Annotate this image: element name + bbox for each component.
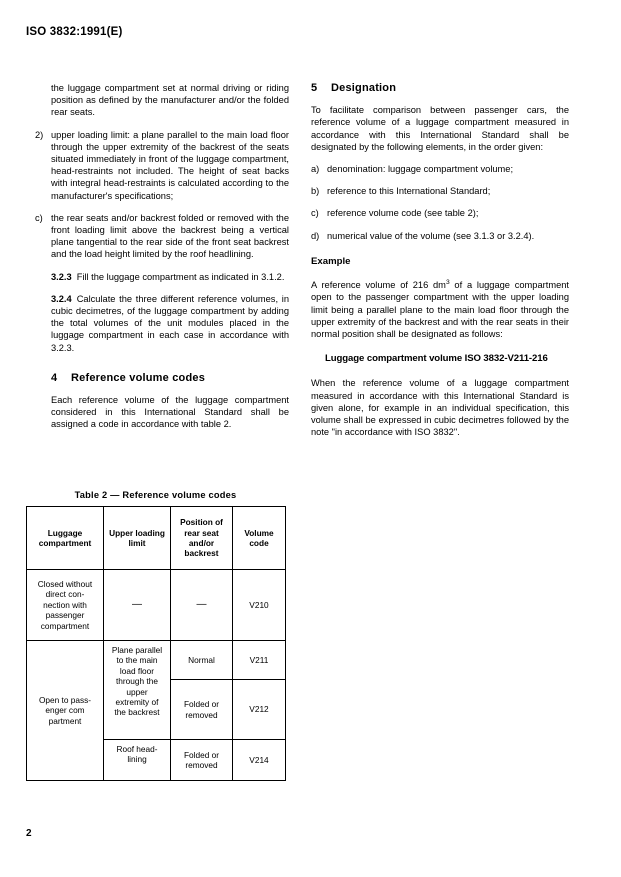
designation-item-c-text: reference volume code (see table 2);: [327, 208, 479, 219]
designation-item-d: [311, 230, 569, 242]
section-4-number: 4: [51, 371, 58, 384]
designation-item-a: [311, 163, 569, 175]
list-item-2-marker: 2): [35, 129, 44, 140]
section-4-title: Reference volume codes: [71, 371, 206, 384]
designation-item-c-marker: c): [311, 208, 319, 219]
table-header-seat-position: Position of rear seat and/or backrest: [171, 507, 233, 570]
section-4-paragraph: Each reference volume of the luggage compartment considered in this International Standard shall be assigned a code in accordance with table 2.: [51, 395, 289, 430]
section-5-number: 5: [311, 82, 318, 94]
table-cell-compartment: Open to pass- enger com partment: [27, 641, 104, 781]
section-4-heading: [51, 372, 289, 384]
example-designation-string: Luggage compartment volume ISO 3832-V211-216: [325, 353, 548, 365]
example-paragraph-pre: A reference volume of 216 dm: [311, 280, 446, 291]
table-cell-volume-code: V210: [233, 570, 286, 641]
list-item-2-text: upper loading limit: a plane parallel to the main load floor through the upper extremity of the backrest of the seats situated immediately in front of the luggage compartment, head-restraints not included. The height of seat backs with integral head-restraints is calculated according to the manufacturer's specifications;: [51, 129, 289, 201]
designation-item-a-marker: a): [311, 164, 320, 175]
table-cell-volume-code: V214: [233, 740, 286, 781]
example-paragraph: [311, 277, 569, 340]
table-cell-compartment: Closed without direct con- nection with passenger compartment: [27, 570, 104, 641]
table-header-volume-code: Volume code: [233, 507, 286, 570]
section-5-title: Designation: [331, 82, 397, 94]
example-paragraph-post: of a luggage compartment open to the passenger compartment with the upper loading limit being a parallel plane to the main load floor through the upper extremity of the backrest and with the rear seats in their normal position shall be designated as follows:: [311, 280, 569, 339]
table-cell-upper-limit: Plane parallel to the main load floor through the upper extremity of the backrest: [104, 641, 171, 740]
clause-3-2-4-number: 3.2.4: [51, 293, 72, 304]
example-heading: Example: [311, 255, 351, 267]
page-number: 2: [26, 828, 32, 839]
clause-3-2-4: [51, 293, 289, 354]
table-cell-upper-limit: Roof head- lining: [104, 740, 171, 781]
designation-item-d-text: numerical value of the volume (see 3.1.3 or 3.2.4).: [327, 230, 535, 241]
list-item-c-marker: c): [35, 212, 43, 223]
list-item-2: [35, 129, 289, 202]
table-2-container: [26, 490, 285, 781]
designation-item-b: [311, 185, 569, 197]
designation-item-a-text: denomination: luggage compartment volume;: [327, 164, 514, 175]
table-cell-volume-code: V212: [233, 680, 286, 740]
table-cell-seat-position: Folded or removed: [171, 680, 233, 740]
example-superscript: 3: [445, 279, 450, 287]
list-item-c: [35, 212, 289, 261]
right-column: [311, 82, 569, 448]
table-header-row: [27, 507, 286, 570]
table-2-caption: Table 2 — Reference volume codes: [74, 490, 237, 500]
list-item-c-text: the rear seats and/or backrest folded or removed with the front loading limit above the backrest being a vertical plane tangential to the rear side of the front seat backrest and the load height limited by the roof headlining.: [51, 212, 289, 260]
table-cell-seat-position: —: [171, 570, 233, 641]
table-header-upper-limit: Upper loading limit: [104, 507, 171, 570]
designation-item-d-marker: d): [311, 230, 320, 241]
continued-paragraph: the luggage compartment set at normal driving or riding position as defined by the manufacturer and/or the folded rear seats.: [51, 83, 289, 118]
designation-item-c: [311, 207, 569, 219]
designation-item-b-text: reference to this International Standard;: [327, 186, 491, 197]
table-cell-seat-position: Normal: [171, 641, 233, 680]
clause-3-2-3: [51, 271, 289, 283]
table-cell-seat-position: Folded or removed: [171, 740, 233, 781]
reference-volume-codes-table: [26, 506, 286, 781]
clause-3-2-3-text: Fill the luggage compartment as indicated in 3.1.2.: [76, 271, 285, 282]
document-header-standard-ref: ISO 3832:1991(E): [26, 26, 123, 38]
clause-3-2-4-text: Calculate the three different reference volumes, in cubic decimetres, of the luggage compartment by adding the total volumes of the unit modules placed in the luggage compartment in each case in accordance with 3.2.3.: [51, 293, 289, 353]
table-cell-upper-limit: —: [104, 570, 171, 641]
table-header-compartment: Luggage compartment: [27, 507, 104, 570]
left-column: [35, 82, 289, 441]
clause-3-2-3-number: 3.2.3: [51, 271, 72, 282]
table-cell-volume-code: V211: [233, 641, 286, 680]
table-row: [27, 570, 286, 641]
section-5-heading: [311, 82, 569, 94]
section-5-intro: To facilitate comparison between passenger cars, the reference volume of a luggage compartment measured in accordance with this International Standard shall be designated by the following elements, in the order given:: [311, 105, 569, 152]
example-closing-paragraph: When the reference volume of a luggage compartment measured in accordance with this International Standard is given alone, for example in an individual specification, this volume shall be expressed in cubic decimetres followed by the note "in accordance with ISO 3832".: [311, 378, 569, 438]
table-row: [27, 641, 286, 680]
designation-item-b-marker: b): [311, 186, 320, 197]
